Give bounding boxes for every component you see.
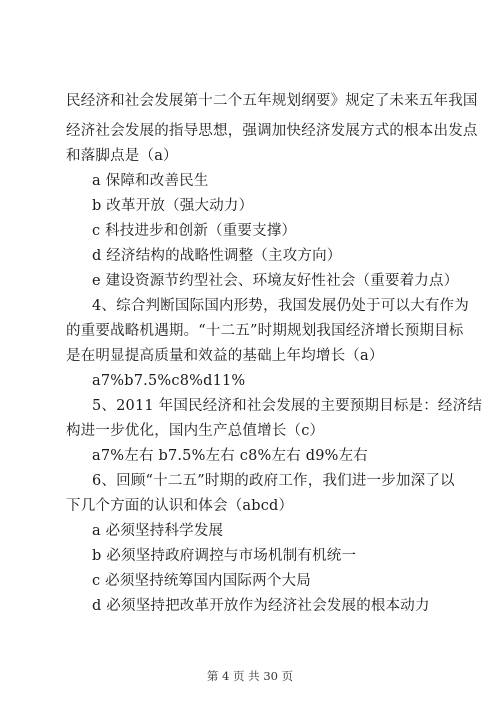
text-line: 下几个方面的认识和体会（abcd） xyxy=(66,498,294,514)
option-line: b 必须坚持政府调控与市场机制有机统一 xyxy=(92,548,357,564)
question-line: 6、回顾“十二五”时期的政府工作，我们进一步加深了以 xyxy=(92,473,455,489)
option-line: b 改革开放（强大动力） xyxy=(92,198,254,214)
text-line: 构进一步优化，国内生产总值增长（c） xyxy=(66,423,325,439)
text-line: 的重要战略机遇期。“十二五”时期规划我国经济增长预期目标 xyxy=(66,323,464,339)
question-line: 5、2011 年国民经济和社会发展的主要预期目标是：经济结 xyxy=(92,398,483,414)
text-line: 和落脚点是（a） xyxy=(66,148,178,164)
option-line: d 经济结构的战略性调整（主攻方向） xyxy=(92,248,342,264)
text-line: 经济社会发展的指导思想，强调加快经济发展方式的根本出发点 xyxy=(66,123,478,139)
option-line: d 必须坚持把改革开放作为经济社会发展的根本动力 xyxy=(92,598,430,614)
option-line: e 建设资源节约型社会、环境友好性社会（重要着力点） xyxy=(92,273,459,289)
page-number-footer: 第 4 页 共 30 页 xyxy=(206,669,294,683)
option-line: a 必须坚持科学发展 xyxy=(92,523,224,539)
option-line: a 保障和改善民生 xyxy=(92,173,209,189)
question-line: 4、综合判断国际国内形势，我国发展仍处于可以大有作为 xyxy=(92,298,469,314)
option-line: c 科技进步和创新（重要支撑） xyxy=(92,223,297,239)
text-line: 民经济和社会发展第十二个五年规划纲要》规定了未来五年我国 xyxy=(66,93,478,109)
option-line: a7%左右 b7.5%左右 c8%左右 d9%左右 xyxy=(92,448,369,464)
text-line: 是在明显提高质量和效益的基础上年均增长（a） xyxy=(66,348,384,364)
option-line: c 必须坚持统筹国内国际两个大局 xyxy=(92,573,311,589)
option-line: a7%b7.5%c8%d11% xyxy=(92,373,246,389)
